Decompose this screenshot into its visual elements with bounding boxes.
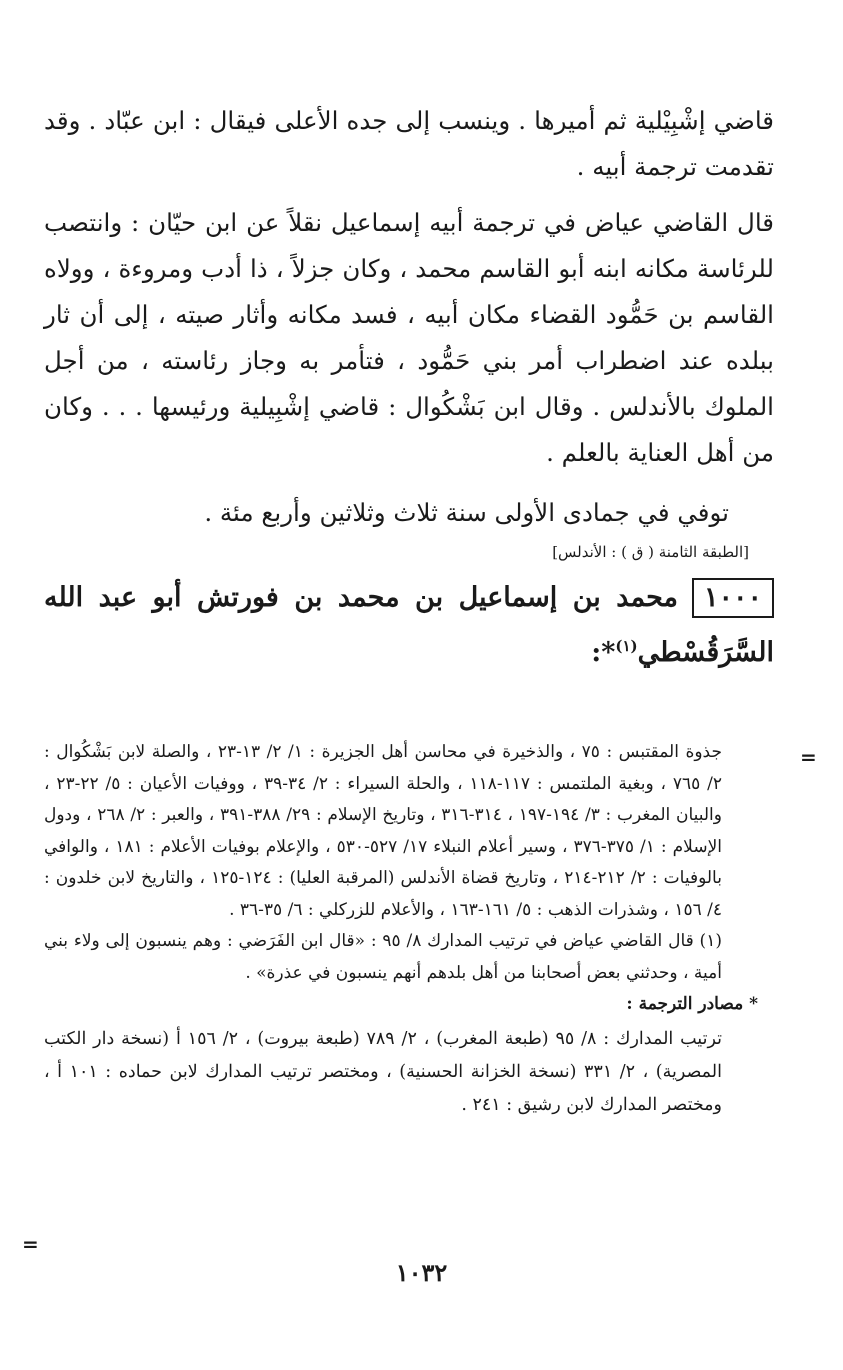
entry-heading [44,574,774,677]
continuation-mark-top: = [800,745,817,769]
continuation-mark-bottom: = [22,1232,39,1256]
footnote-ref: (١) [615,637,638,655]
footnote-1: (١) قال القاضي عياض في ترتيب المدارك ٨/ ٩٥ : «قال ابن الفَرَضي : وهم ينسبون إلى ولاء بني أمية ، وحدثني بعض أصحابنا من أهل بلدهم أنهم ينسبون في عذرة» . [44,931,722,983]
entry-number: ١٠٠٠ [692,578,774,618]
entry-title: محمد بن إسماعيل بن محمد بن فورتش أبو عبد الله السَّرَقُسْطي [44,582,774,668]
footnote-continued: جذوة المقتبس : ٧٥ ، والذخيرة في محاسن أهل الجزيرة : ١/ ٢/ ١٣-٢٣ ، والصلة لابن بَشْكُوال : ٢/ ٧٦٥ ، وبغية الملتمس : ١١٧-١١٨ ، والحلة السيراء : ٢/ ٣٤-٣٩ ، ووفيات الأعيان : ٥/ ٢٢-٢٣ ، والبيان المغرب : ٣/ ١٩٤-١٩٧ ، ٣١٤-٣١٦ ، وتاريخ الإسلام : ٢٩/ ٣٨٨-٣٩١ ، والعبر : ٢/ ٢٦٨ ، ودول الإسلام : ١/ ٣٧٥-٣٧٦ ، وسير أعلام النبلاء ١٧/ ٥٢٧-٥٣٠ ، والإعلام بوفيات الأعلام : ١٨١ ، والوافي بالوفيات : ٢/ ٢١٢-٢١٤ ، وتاريخ قضاة الأندلس (المرقبة العليا) : ١٢٤-١٢٥ ، والتاريخ لابن خلدون : ٤/ ١٥٦ ، وشذرات الذهب : ٥/ ١٦١-١٦٣ ، والأعلام للزركلي : ٦/ ٣٥-٣٦ . [44,742,722,920]
page-number: ١٠٣٢ [395,1258,448,1287]
tabaqa-tag: [الطبقة الثامنة ( ق ) : الأندلس] [552,543,749,561]
sources-title: * مصادر الترجمة : [626,994,758,1014]
entry-suffix: *: [591,637,616,668]
paragraph-2: قال القاضي عياض في ترجمة أبيه إسماعيل نقلاً عن ابن حيّان : وانتصب للرئاسة مكانه ابنه أبو القاسم محمد ، وكان جزلاً ، ذا أدب ومروءة ، وولاه القاسم بن حَمُّود القضاء مكان أبيه ، فسد مكانه وأثار صيته ، إلى أن ثار ببلده عند اضطراب أمر بني حَمُّود ، فتأمر به وجاز رئاسته ، من أجل الملوك بالأندلس . وقال ابن بَشْكُوال : قاضي إشْبِيلية ورئيسها . . . وكان من أهل العناية بالعلم . [44,208,774,467]
paragraph-1: قاضي إشْبِيْلية ثم أميرها . وينسب إلى جده الأعلى فيقال : ابن عبّاد . وقد تقدمت ترجمة أبيه . [44,106,774,181]
sources-list: ترتيب المدارك : ٨/ ٩٥ (طبعة المغرب) ، ٢/ ٧٨٩ (طبعة بيروت) ، ٢/ ١٥٦ أ (نسخة دار الكتب المصرية) ، ٢/ ٣٣١ (نسخة الخزانة الحسنية) ، ومختصر ترتيب المدارك لابن حماده : ١٠١ أ ، ومختصر المدارك لابن رشيق : ٢٤١ . [44,1028,722,1115]
main-text [44,98,774,677]
footnotes [44,737,762,1122]
paragraph-3: توفي في جمادى الأولى سنة ثلاث وثلاثين وأربع مئة . [204,498,729,527]
